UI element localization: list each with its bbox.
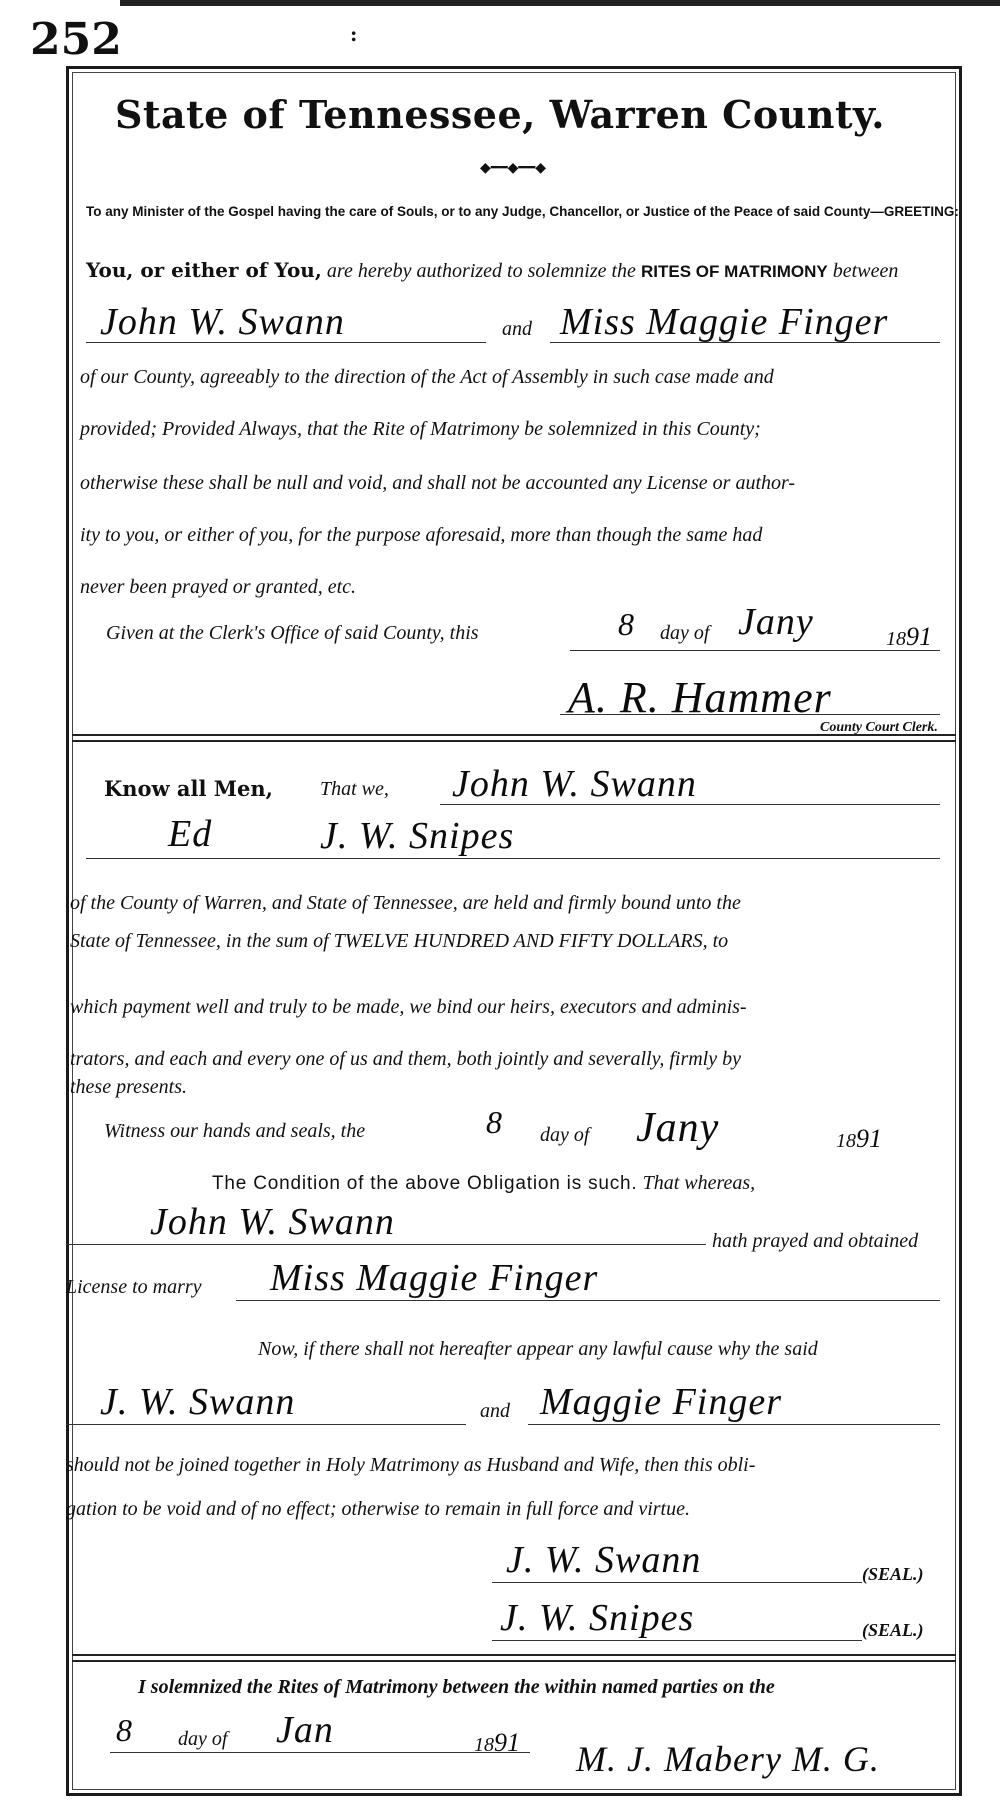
- document-title: State of Tennessee, Warren County.: [114, 92, 886, 137]
- license-bride-line: [236, 1300, 940, 1301]
- party1-line: [66, 1424, 466, 1425]
- solemnization-day-of: day of: [178, 1728, 228, 1750]
- rites-label: RITES OF MATRIMONY: [641, 262, 828, 281]
- page-top-edge: [120, 0, 1000, 6]
- solemnization-year: [474, 1728, 520, 1758]
- given-date-line: [570, 650, 940, 651]
- officiant-signature: M. J. Mabery M. G.: [576, 1739, 880, 1779]
- solemnization-date-line: [110, 1752, 530, 1753]
- bond-surety-handwritten: J. W. Snipes: [320, 815, 515, 857]
- bond-body-1: of the County of Warren, and State of Tennessee, are held and firmly bound unto the: [70, 892, 741, 914]
- party2-line: [528, 1424, 940, 1425]
- title-ornament: ◆━━◆━━◆: [480, 160, 547, 176]
- witness-year-suffix: 91: [856, 1124, 882, 1153]
- clerk-signature: A. R. Hammer: [568, 673, 832, 722]
- greeting-line: To any Minister of the Gospel having the care of Souls, or to any Judge, Chancellor, or Justice of the Peace of said County—GREETING:: [86, 204, 959, 219]
- closing-2: gation to be void and of no effect; otherwise to remain in full force and virtue.: [66, 1498, 690, 1520]
- bond-principal-line: [440, 804, 940, 805]
- license-body-2: provided; Provided Always, that the Rite of Matrimony be solemnized in this County;: [80, 418, 761, 440]
- license-body-4: ity to you, or either of you, for the purpose aforesaid, more than though the same had: [80, 524, 763, 546]
- given-year-prefix: 18: [886, 628, 906, 650]
- given-year: [886, 622, 932, 652]
- bond-surety-line: [86, 858, 940, 859]
- license-body-1: of our County, agreeably to the direction of the Act of Assembly in such case made and: [80, 366, 774, 388]
- signature-2-line: [492, 1640, 862, 1641]
- party2-handwritten: Maggie Finger: [540, 1381, 783, 1423]
- section-divider-1: [72, 734, 956, 742]
- bride-line: [550, 342, 940, 343]
- bond-that-we: That we,: [320, 778, 389, 800]
- witness-year: [836, 1124, 882, 1154]
- given-day-of: day of: [660, 622, 710, 644]
- groom-line: [86, 342, 486, 343]
- witness-day: 8: [486, 1104, 502, 1140]
- applicant-line: [66, 1244, 706, 1245]
- bride-name-handwritten: Miss Maggie Finger: [560, 301, 889, 343]
- clerk-title: County Court Clerk.: [820, 720, 938, 735]
- closing-1: should not be joined together in Holy Matrimony as Husband and Wife, then this obli-: [66, 1454, 756, 1476]
- license-between: between: [832, 260, 899, 282]
- condition-line: [212, 1172, 755, 1195]
- given-month: Jany: [738, 601, 814, 643]
- condition-italic: That whereas,: [642, 1172, 756, 1194]
- party-and: and: [480, 1400, 510, 1422]
- applicant-handwritten: John W. Swann: [150, 1201, 395, 1243]
- license-body-3: otherwise these shall be null and void, and shall not be accounted any License or author-: [80, 472, 796, 494]
- clerk-signature-line: [560, 714, 940, 715]
- witness-day-of: day of: [540, 1124, 590, 1146]
- license-to-marry-label: License to marry: [66, 1276, 202, 1298]
- signature-2: J. W. Snipes: [500, 1597, 695, 1639]
- and-word: and: [502, 318, 532, 340]
- section-divider-2: [72, 1654, 956, 1662]
- solemnization-year-prefix: 18: [474, 1734, 494, 1756]
- bond-body-4: trators, and each and every one of us and them, both jointly and severally, firmly by: [70, 1048, 741, 1070]
- signature-1-line: [492, 1582, 862, 1583]
- now-text: Now, if there shall not hereafter appear any lawful cause why the said: [258, 1338, 818, 1360]
- page-number: 252: [30, 14, 122, 65]
- witness-text: Witness our hands and seals, the: [104, 1120, 366, 1142]
- bond-body-3: which payment well and truly to be made, we bind our heirs, executors and adminis-: [70, 996, 747, 1018]
- bond-surety-prefix: Ed: [168, 813, 213, 855]
- solemnization-text: I solemnized the Rites of Matrimony between the within named parties on the: [138, 1676, 775, 1698]
- bond-body-2: State of Tennessee, in the sum of TWELVE HUNDRED AND FIFTY DOLLARS, to: [70, 930, 729, 952]
- condition-text: The Condition of the above Obligation is such.: [212, 1173, 638, 1194]
- given-text: Given at the Clerk's Office of said County, this: [106, 622, 479, 644]
- bond-lead: Know all Men,: [104, 776, 273, 801]
- witness-month: Jany: [636, 1105, 720, 1151]
- solemnization-month: Jan: [276, 1709, 334, 1751]
- groom-name-handwritten: John W. Swann: [100, 301, 345, 343]
- license-lead: You, or either of You,: [86, 258, 322, 282]
- witness-year-prefix: 18: [836, 1130, 856, 1152]
- seal-1: (SEAL.): [862, 1564, 924, 1584]
- given-year-suffix: 91: [906, 622, 932, 651]
- given-day: 8: [618, 606, 634, 642]
- license-body-5: never been prayed or granted, etc.: [80, 576, 357, 598]
- license-mid: are hereby authorized to solemnize the: [326, 260, 636, 282]
- solemnization-year-suffix: 91: [494, 1728, 520, 1757]
- party1-handwritten: J. W. Swann: [100, 1381, 296, 1423]
- signature-1: J. W. Swann: [506, 1539, 702, 1581]
- license-bride-handwritten: Miss Maggie Finger: [270, 1257, 599, 1299]
- speck-mark: :: [350, 22, 358, 46]
- solemnization-day: 8: [116, 1712, 132, 1748]
- bond-body-5: these presents.: [70, 1076, 188, 1098]
- bond-principal-handwritten: John W. Swann: [452, 763, 697, 805]
- prayed-text: hath prayed and obtained: [712, 1230, 919, 1252]
- seal-2: (SEAL.): [862, 1620, 924, 1640]
- license-authorization-line: [86, 258, 898, 283]
